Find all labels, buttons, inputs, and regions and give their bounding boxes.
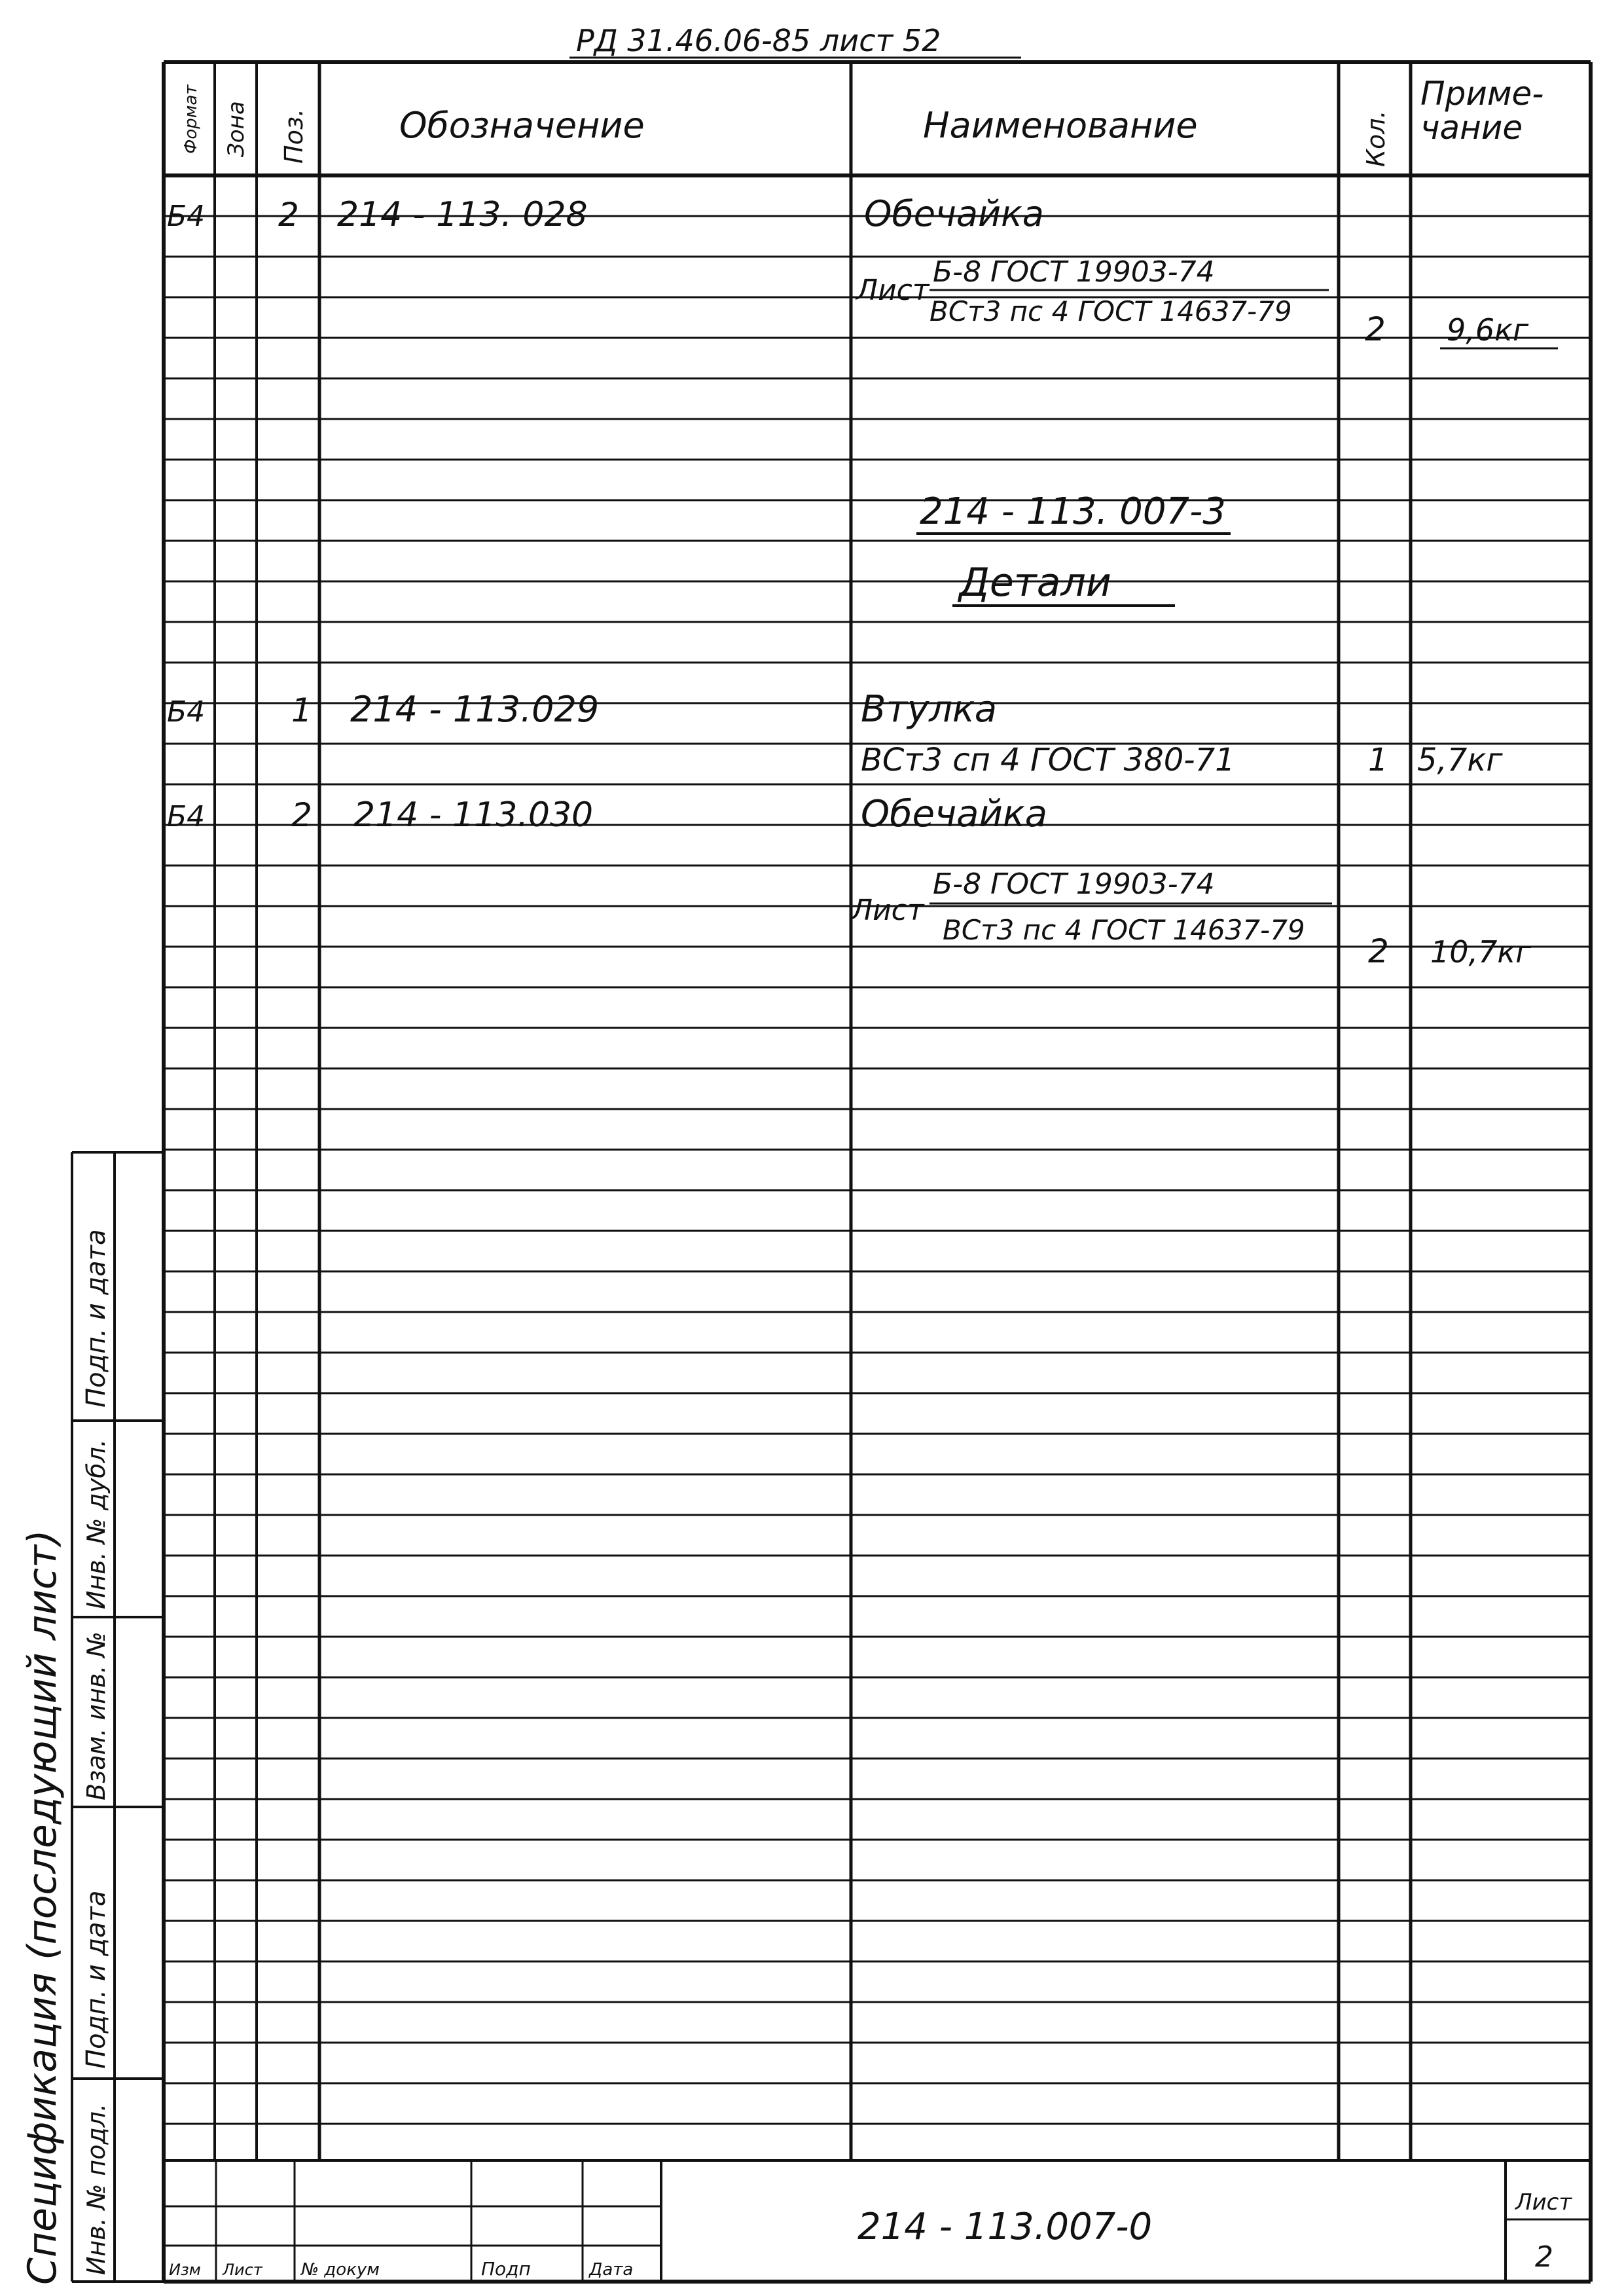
header-designation: Обозначение — [399, 105, 645, 146]
table-row — [850, 867, 1532, 970]
table-row — [167, 193, 1044, 234]
row-name: Обечайка — [861, 793, 1048, 835]
table-row — [855, 255, 1558, 348]
row-name-prefix: Лист — [856, 274, 929, 307]
page-header: РД 31.46.06-85 лист 52 — [576, 23, 941, 58]
row-name-bottom: ВСт3 пс 4 ГОСТ 14637-79 — [929, 295, 1292, 327]
row-designation: 214 - 113.030 — [353, 795, 594, 835]
row-qty: 1 — [1368, 742, 1388, 778]
section-code: 214 - 113. 007-3 — [920, 490, 1226, 533]
row-format: Б4 — [167, 800, 206, 833]
header-format: Формат — [181, 84, 201, 154]
title-col-izm: Изм — [169, 2261, 201, 2279]
side-field-1: Подп. и дата — [81, 1229, 111, 1408]
header-pos: Поз. — [280, 108, 308, 164]
sheet-number: 2 — [1535, 2240, 1553, 2274]
row-name-prefix: Лист — [851, 894, 924, 927]
sheet-label: Лист — [1515, 2189, 1572, 2215]
title-col-sign: Подп — [481, 2258, 531, 2280]
row-name: ВСт3 сп 4 ГОСТ 380-71 — [861, 742, 1235, 778]
side-field-3: Взам. инв. № — [82, 1631, 111, 1800]
header-note-line2: чание — [1420, 109, 1523, 147]
doc-number: 214 - 113.007-0 — [857, 2206, 1153, 2248]
row-note: 5,7кг — [1417, 742, 1503, 778]
table-row — [167, 688, 997, 731]
row-name-top: Б-8 ГОСТ 19903-74 — [933, 255, 1215, 289]
row-lines — [164, 216, 1591, 2124]
side-field-4: Подп. и дата — [81, 1890, 111, 2069]
row-designation: 214 - 113. 028 — [337, 195, 588, 234]
row-pos: 2 — [291, 796, 312, 834]
row-pos: 1 — [291, 691, 312, 729]
row-pos: 2 — [278, 196, 299, 234]
row-designation: 214 - 113.029 — [350, 689, 600, 730]
side-vertical-label: Спецификация (последующий лист) — [20, 1529, 65, 2285]
title-col-list: Лист — [223, 2261, 262, 2279]
row-note: 9,6кг — [1447, 312, 1529, 348]
header-note-line1: Приме- — [1420, 75, 1544, 113]
row-name: Втулка — [861, 688, 998, 731]
header-qty: Кол. — [1362, 110, 1390, 167]
side-field-2: Инв. № дубл. — [82, 1439, 111, 1609]
row-name-bottom: ВСт3 пс 4 ГОСТ 14637-79 — [943, 914, 1305, 946]
row-format: Б4 — [167, 200, 206, 233]
table-row — [861, 742, 1503, 778]
row-qty: 2 — [1365, 310, 1386, 348]
table-frame — [164, 62, 1591, 2282]
row-qty: 2 — [1368, 932, 1389, 970]
row-name: Обечайка — [864, 193, 1044, 234]
header-zone: Зона — [223, 101, 249, 157]
title-col-date: Дата — [589, 2260, 634, 2280]
row-name-top: Б-8 ГОСТ 19903-74 — [933, 867, 1215, 901]
table-row — [167, 793, 1047, 835]
header-name: Наименование — [923, 105, 1198, 146]
row-note: 10,7кг — [1430, 934, 1532, 970]
side-field-5: Инв. № подл. — [82, 2103, 111, 2275]
title-col-docnum: № докум — [301, 2260, 380, 2280]
row-format: Б4 — [167, 695, 206, 729]
section-title: Детали — [959, 560, 1111, 606]
